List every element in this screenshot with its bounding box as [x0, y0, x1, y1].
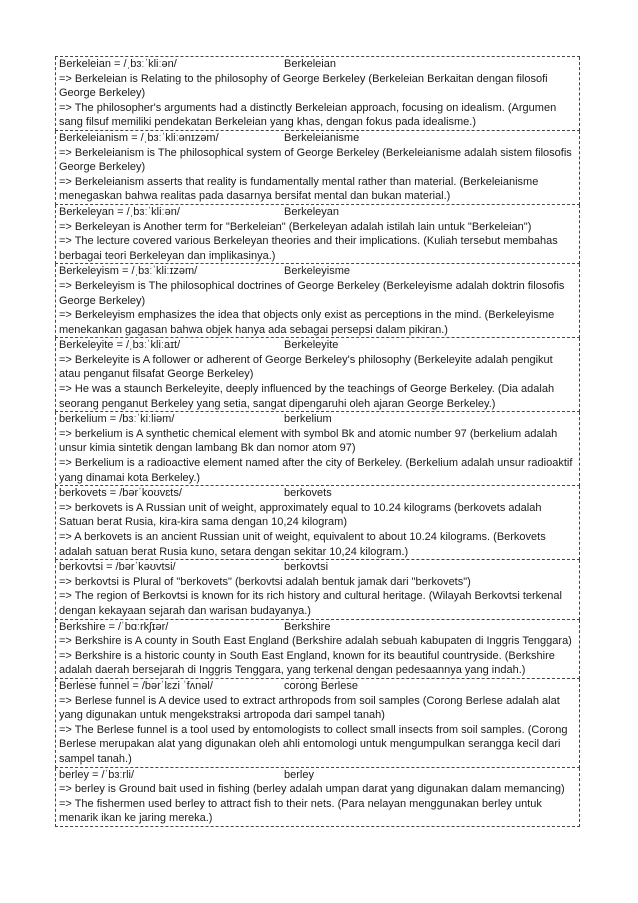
dictionary-entry — [55, 486, 580, 560]
entry-term-pronunciation: Berkeleian = /ˌbɜːˈkliːən/ — [59, 58, 177, 70]
entry-headword-line — [59, 205, 577, 220]
entry-definition: => Berkeleianism is The philosophical system of George Berkeley (Berkeleianisme adalah sistem filosofis George Berkeley) — [59, 146, 572, 174]
entry-example: => He was a staunch Berkeleyite, deeply influenced by the teachings of George Berkeley. (Dia adalah seorang penganut Berkeley yang setia, sangat dipengaruhi oleh ajaran George Berkeley.) — [59, 383, 555, 410]
entry-definition: => berkovets is A Russian unit of weight, approximately equal to 10.24 kilograms (berkovets adalah Satuan berat Rusia, kira-kira sama dengan 10,24 kilogram) — [59, 501, 542, 529]
entry-headword-line — [59, 486, 577, 501]
entry-headword-line — [59, 620, 577, 635]
entry-translation-word: corong Berlese — [284, 679, 358, 692]
entry-definition: => berkovtsi is Plural of "berkovets" (berkovtsi adalah bentuk jamak dari "berkovets") — [59, 575, 471, 588]
entry-example: => The fishermen used berley to attract fish to their nets. (Para nelayan menggunakan berley untuk menarik ikan ke jaring mereka.) — [59, 797, 542, 825]
entry-term-pronunciation: Berkeleyan = /ˌbɜːˈkliːən/ — [59, 205, 180, 218]
entry-translation-word: Berkshire — [284, 620, 331, 633]
entry-term-pronunciation: berkelium = /bɜːˈkiːliəm/ — [59, 413, 175, 426]
entry-term-pronunciation: Berkshire = /ˈbɑːrkʃɪər/ — [59, 620, 169, 633]
entry-definition: => berley is Ground bait used in fishing (berley adalah umpan darat yang digunakan dalam memancing) — [59, 783, 565, 796]
entry-headword-line — [59, 131, 577, 146]
entry-headword-line — [59, 768, 577, 783]
entry-example: => Berkeleianism asserts that reality is fundamentally mental rather than material. (Berkeleianisme menegaskan bahwa realitas pada dasarnya bersifat mental dan bukan material.) — [59, 175, 539, 203]
entry-translation-word: Berkeleianisme — [284, 131, 360, 144]
entry-headword-line — [59, 679, 577, 694]
dictionary-entry — [55, 768, 580, 827]
entry-translation-word: Berkeleyisme — [284, 265, 351, 278]
entry-definition: => Berkshire is A county in South East England (Berkshire adalah sebuah kabupaten di Inggris Tenggara) — [59, 635, 572, 648]
dictionary-entry — [55, 412, 580, 486]
entry-translation-word: berkovets — [284, 487, 332, 500]
dictionary-entry — [55, 338, 580, 412]
entry-term-pronunciation: Berlese funnel = /bərˈlɛzi ˈfʌnəl/ — [59, 679, 213, 692]
entry-translation-word: berkovtsi — [284, 561, 329, 574]
dictionary-entry — [55, 560, 580, 619]
entry-translation-word: berkelium — [284, 413, 332, 426]
entry-definition: => Berkeleyan is Another term for "Berkeleian" (Berkeleyan adalah istilah lain untuk "Berkeleian") — [59, 220, 532, 233]
dictionary-entry — [55, 264, 580, 338]
entry-headword-line — [59, 412, 577, 427]
entry-headword-line — [59, 57, 577, 72]
entry-translation-word: Berkeleian — [284, 58, 336, 70]
entry-example: => A berkovets is an ancient Russian unit of weight, equivalent to about 10.24 kilograms. (Berkovets adalah satuan berat Rusia kuno, setara dengan sekitar 10,24 kilogram.) — [59, 531, 546, 558]
dictionary-entry — [55, 131, 580, 205]
entry-term-pronunciation: Berkeleyism = /ˌbɜːˈkliːɪzəm/ — [59, 265, 198, 278]
dictionary-entry — [55, 57, 580, 131]
entry-example: => The region of Berkovtsi is known for its rich history and cultural heritage. (Wilayah Berkovtsi terkenal dengan kekayaan sejarah dan warisan budayanya.) — [59, 590, 562, 617]
entry-definition: => Berkeleyism is The philosophical doctrines of George Berkeley (Berkeleyisme adalah doktrin filosofis George Berkeley) — [59, 279, 565, 307]
dictionary-entry — [55, 679, 580, 768]
entry-term-pronunciation: Berkeleianism = /ˌbɜːˈkliːənɪzəm/ — [59, 131, 219, 144]
entry-definition: => Berkeleyite is A follower or adherent of George Berkeley's philosophy (Berkeleyite adalah pengikut atau penganut filsafat George Berkeley) — [59, 353, 553, 381]
entry-term-pronunciation: berkovets = /bərˈkoʊvɛts/ — [59, 487, 182, 500]
entry-translation-word: Berkeleyan — [284, 205, 340, 218]
entry-example: => The lecture covered various Berkeleyan theories and their implications. (Kuliah tersebut membahas berbagai teori Berkeleyan dan implikasinya.) — [59, 235, 558, 262]
dictionary-sheet — [55, 56, 580, 827]
entry-term-pronunciation: Berkeleyite = /ˌbɜːˈkliːaɪt/ — [59, 339, 181, 352]
entry-example: => Berkelium is a radioactive element named after the city of Berkeley. (Berkelium adalah unsur radioaktif yang dinamai kota Berkeley.) — [59, 457, 573, 484]
entry-headword-line — [59, 560, 577, 575]
entry-term-pronunciation: berley = /ˈbɜːrli/ — [59, 768, 135, 781]
entry-definition: => Berlese funnel is A device used to extract arthropods from soil samples (Corong Berlese adalah alat yang digunakan untuk mengekstraksi artropoda dari sampel tanah) — [59, 694, 560, 722]
entry-example: => The philosopher's arguments had a distinctly Berkeleian approach, focusing on idealism. (Argumen sang filsuf memiliki pendekatan Berkeleian yang khas, dengan fokus pada idealisme.) — [59, 101, 557, 129]
entry-headword-line — [59, 338, 577, 353]
entry-example: => Berkshire is a historic county in South East England, known for its beautiful countryside. (Berkshire adalah daerah bersejarah di Inggris Tenggara, yang terkenal dengan pedesaannya yang indah.) — [59, 649, 555, 677]
dictionary-entry — [55, 620, 580, 679]
entry-headword-line — [59, 264, 577, 279]
entry-translation-word: Berkeleyite — [284, 339, 339, 352]
entry-term-pronunciation: berkovtsi = /bərˈkəʊvtsi/ — [59, 561, 176, 574]
entry-definition: => berkelium is A synthetic chemical element with symbol Bk and atomic number 97 (berkelium adalah unsur kimia sintetik dengan lambang Bk dan nomor atom 97) — [59, 427, 558, 455]
dictionary-entry — [55, 205, 580, 264]
entry-translation-word: berley — [284, 768, 314, 781]
entry-example: => The Berlese funnel is a tool used by entomologists to collect small insects from soil samples. (Corong Berlese merupakan alat yang digunakan oleh ahli entomologi untuk mengumpulkan serangga kecil dari sampel tanah.) — [59, 723, 568, 765]
entry-definition: => Berkeleian is Relating to the philosophy of George Berkeley (Berkeleian Berkaitan dengan filosofi George Berkeley) — [59, 72, 548, 100]
entry-example: => Berkeleyism emphasizes the idea that objects only exist as perceptions in the mind. (Berkeleyisme menekankan gagasan bahwa objek hanya ada sebagai persepsi dalam pikiran.) — [59, 309, 555, 336]
